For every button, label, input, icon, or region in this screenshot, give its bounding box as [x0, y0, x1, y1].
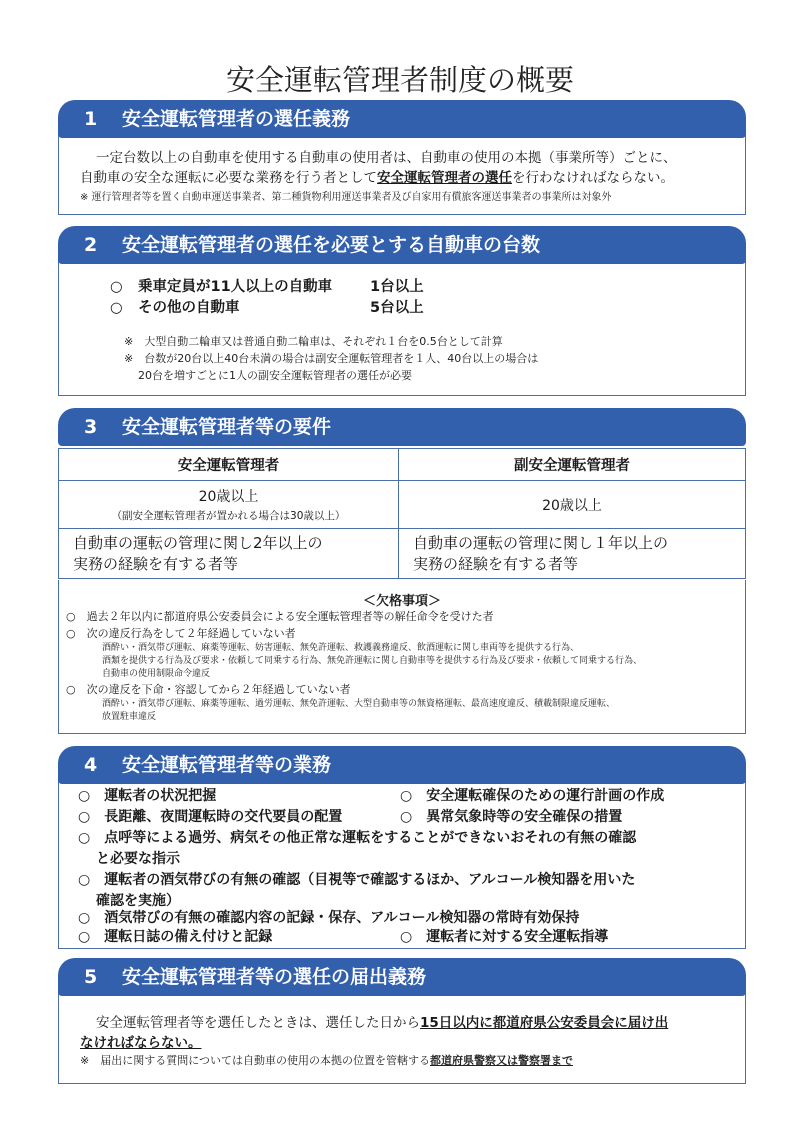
section-number: 2	[84, 234, 98, 256]
table-cell: 20歳以上	[399, 481, 746, 529]
table-header-row	[59, 449, 746, 481]
section-5-line-1	[96, 1013, 668, 1033]
section-heading: 安全運転管理者等の業務	[122, 754, 332, 776]
age-requirement-note: （副安全運転管理者が置かれる場合は30歳以上）	[111, 510, 346, 522]
section-number: 4	[84, 754, 98, 776]
duty-item: ○ 運転日誌の備え付けと記録	[78, 929, 273, 945]
underlined-text: 安全運転管理者の選任	[377, 170, 512, 186]
section-5-line-2	[80, 1033, 202, 1053]
disqualification-item: ○ 次の違反を下命・容認してから２年経過していない者	[66, 683, 351, 696]
section-1-line-1: 一定台数以上の自動車を使用する自動車の使用者は、自動車の使用の本拠（事業所等）ごとに、	[96, 150, 677, 166]
text: を行わなければならない。	[512, 170, 674, 186]
section-number: 1	[84, 108, 98, 130]
item-count: 1台以上	[370, 279, 424, 295]
age-requirement: 20歳以上	[198, 489, 259, 505]
section-1-line-2	[80, 168, 674, 188]
duty-item-cont: 確認を実施）	[96, 893, 180, 909]
underlined-text: 都道府県警察又は警察署まで	[430, 1054, 573, 1067]
table-cell	[399, 529, 746, 579]
experience-line: 実務の経験を有する者等	[73, 554, 239, 573]
disqualification-detail: 酒酔い・酒気帯び運転、麻薬等運転、過労運転、無免許運転、大型自動車等の無資格運転、最高速度違反、積載制限違反運転、	[102, 699, 616, 709]
bullet: ○	[110, 279, 123, 295]
disqualification-detail: 酒酔い・酒気帯び運転、麻薬等運転、妨害運転、無免許運転、救護義務違反、飲酒運転に関し車両等を提供する行為、	[102, 643, 580, 653]
section-5	[58, 958, 746, 1084]
section-2-note-1: ※ 大型自動二輪車又は普通自動二輪車は、それぞれ１台を0.5台として計算	[124, 335, 503, 348]
duty-item: ○ 運転者の酒気帯びの有無の確認（目視等で確認するほか、アルコール検知器を用いた	[78, 872, 636, 888]
disqualification-detail: 自動車の使用制限命令違反	[102, 669, 211, 679]
item-label: その他の自動車	[138, 300, 240, 316]
item-label: 乗車定員が11人以上の自動車	[138, 279, 333, 295]
experience-line: 自動車の運転の管理に関し１年以上の	[413, 533, 669, 552]
duty-item: ○ 酒気帯びの有無の確認内容の記録・保存、アルコール検知器の常時有効保持	[78, 910, 580, 926]
duty-item: ○ 運転者に対する安全運転指導	[400, 929, 609, 945]
section-1-note: ※ 運行管理者等を置く自動車運送事業者、第二種貨物利用運送事業者及び自家用有償旅客運送事業者の事業所は対象外	[80, 192, 612, 203]
vehicle-count-item	[110, 277, 424, 297]
duty-item-cont: と必要な指示	[96, 851, 180, 867]
disqualification-detail: 酒類を提供する行為及び要求・依頼して同乗する行為、無免許運転に関し自動車等を提供する行為及び要求・依頼して同乗する行為、	[102, 656, 643, 666]
table-cell	[59, 529, 399, 579]
duty-item: ○ 点呼等による過労、病気その他正常な運転をすることができないおそれの有無の確認	[78, 830, 637, 846]
disqualification-section	[58, 590, 746, 730]
underlined-text: 15日以内に都道府県公安委員会に届け出	[420, 1015, 669, 1031]
text: ※ 届出に関する質問については自動車の使用の本拠の位置を管轄する	[80, 1054, 430, 1067]
requirements-table	[58, 448, 746, 579]
section-heading: 安全運転管理者の選任義務	[122, 108, 351, 130]
section-3	[58, 408, 746, 734]
text: 安全運転管理者等を選任したときは、選任した日から	[96, 1015, 420, 1031]
experience-line: 実務の経験を有する者等	[413, 554, 579, 573]
duty-item: ○ 異常気象時等の安全確保の措置	[400, 809, 623, 825]
section-4	[58, 746, 746, 949]
section-4-header	[58, 746, 746, 784]
section-3-header	[58, 408, 746, 446]
item-count: 5台以上	[370, 300, 424, 316]
section-number: 3	[84, 416, 98, 438]
page-title: 安全運転管理者制度の概要	[225, 63, 574, 97]
table-row	[59, 529, 746, 579]
vehicle-count-item	[110, 298, 424, 318]
disqualification-item: ○ 過去２年以内に都道府県公安委員会による安全運転管理者等の解任命令を受けた者	[66, 610, 494, 623]
section-2-header	[58, 226, 746, 264]
duty-item: ○ 運転者の状況把握	[78, 788, 217, 804]
section-1	[58, 100, 746, 215]
section-2-note-2: ※ 台数が20台以上40台未満の場合は副安全運転管理者を１人、40台以上の場合は	[124, 352, 539, 365]
table-cell	[59, 481, 399, 529]
disqualification-title: ＜欠格事項＞	[362, 594, 441, 609]
section-heading: 安全運転管理者の選任を必要とする自動車の台数	[122, 234, 541, 256]
column-header: 安全運転管理者	[59, 449, 399, 481]
disqualification-item: ○ 次の違反行為をして２年経過していない者	[66, 627, 296, 640]
duty-item: ○ 長距離、夜間運転時の交代要員の配置	[78, 809, 343, 825]
section-number: 5	[84, 966, 98, 988]
text: 自動車の安全な運転に必要な業務を行う者として	[80, 170, 377, 186]
bullet: ○	[110, 300, 123, 316]
section-5-note	[80, 1053, 573, 1068]
disqualification-detail: 放置駐車違反	[102, 712, 157, 722]
section-heading: 安全運転管理者等の要件	[122, 416, 332, 438]
section-2	[58, 226, 746, 396]
duty-item: ○ 安全運転確保のための運行計画の作成	[400, 788, 665, 804]
section-2-note-2-cont: 20台を増すごとに1人の副安全運転管理者の選任が必要	[138, 369, 412, 382]
column-header: 副安全運転管理者	[399, 449, 746, 481]
underlined-text: なければならない。	[80, 1035, 202, 1051]
experience-line: 自動車の運転の管理に関し2年以上の	[73, 533, 323, 552]
table-row	[59, 481, 746, 529]
section-1-header	[58, 100, 746, 138]
section-5-header	[58, 958, 746, 996]
section-heading: 安全運転管理者等の選任の届出義務	[122, 966, 427, 988]
